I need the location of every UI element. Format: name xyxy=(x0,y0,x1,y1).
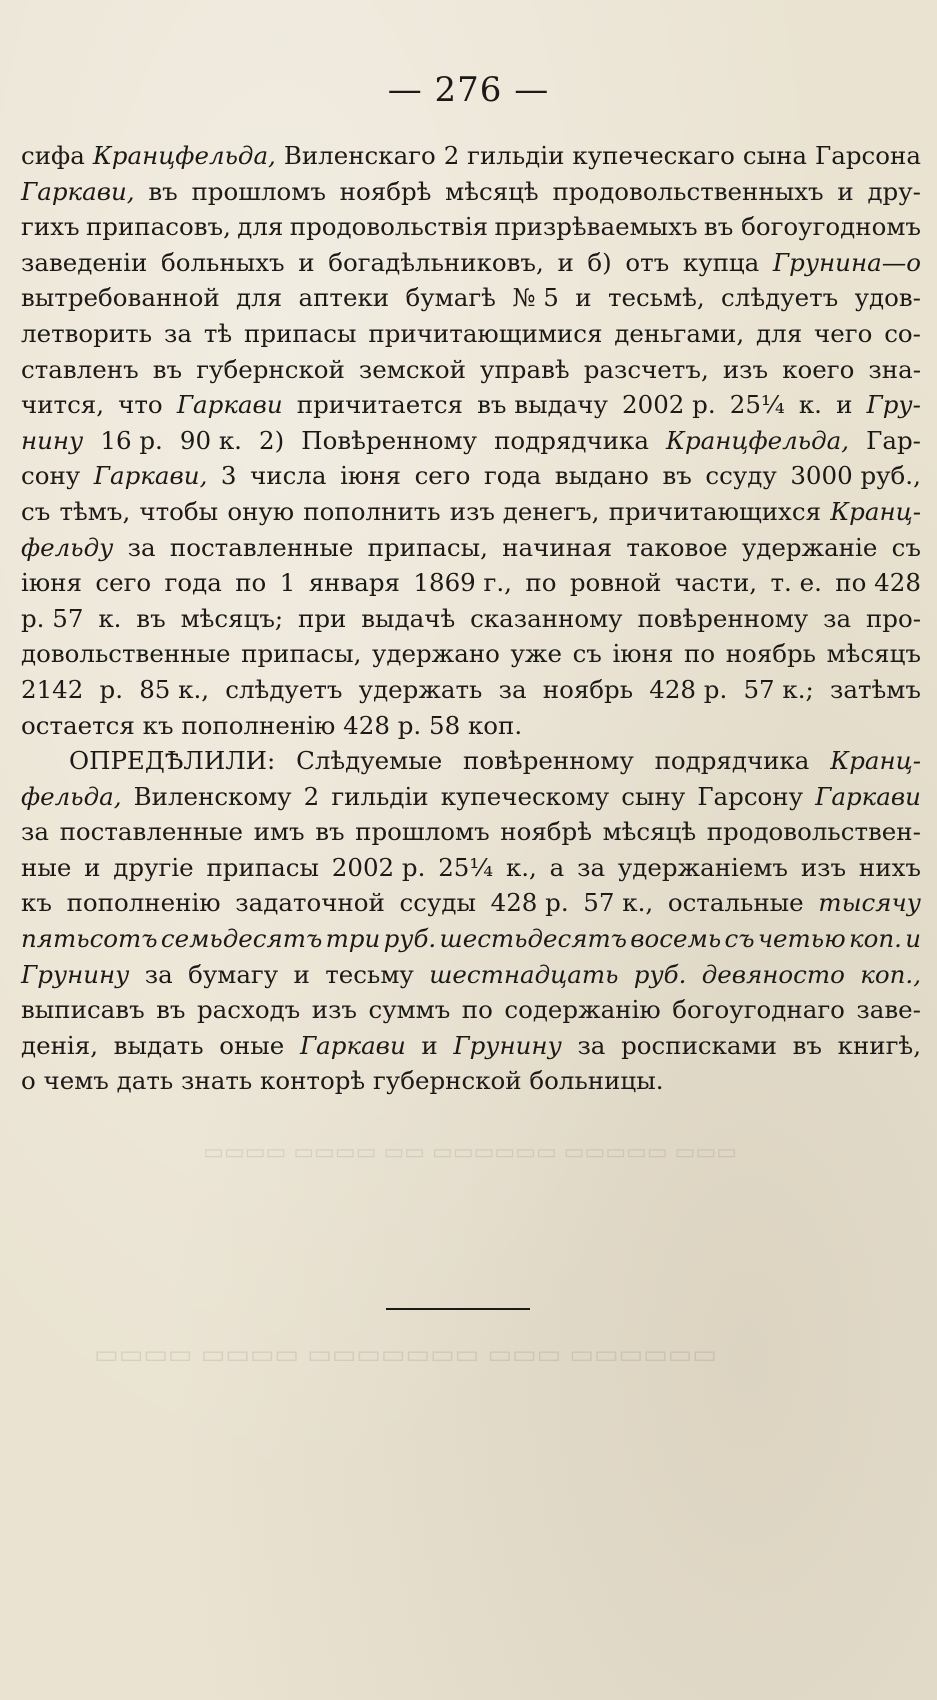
text-word: суммъ xyxy=(368,995,451,1025)
text-word: Гаркави xyxy=(299,1030,406,1060)
text-word: про- xyxy=(865,603,921,633)
text-word: Грунину xyxy=(21,959,130,989)
text-word: изъ xyxy=(311,995,358,1025)
text-word: довольственные xyxy=(21,639,231,669)
text-word: за xyxy=(498,674,527,704)
text-word: Слѣдуемые xyxy=(296,746,443,776)
text-word: а xyxy=(549,852,565,882)
text-word: по xyxy=(235,568,267,598)
text-word: Кранц- xyxy=(830,496,921,526)
text-line xyxy=(21,885,921,921)
text-word: сону xyxy=(21,461,81,491)
text-word: части, xyxy=(674,568,758,598)
text-word: ные xyxy=(21,852,72,882)
text-word: 2002 р. xyxy=(331,852,426,882)
text-word: 3 xyxy=(220,461,237,491)
text-word: въ xyxy=(136,603,166,633)
text-word: и xyxy=(84,852,101,882)
text-word: семьдесятъ xyxy=(160,924,323,954)
text-word: 2 гильдіи xyxy=(443,141,565,170)
text-word: росписками xyxy=(621,1030,777,1060)
text-word: расходъ xyxy=(197,995,301,1025)
text-word: въ xyxy=(662,461,692,491)
text-word: прошломъ xyxy=(355,817,490,847)
text-word: денія, xyxy=(21,1030,98,1060)
text-word: изъ денегъ, xyxy=(449,496,600,526)
text-word: припасовъ, xyxy=(85,212,231,242)
text-word: въ xyxy=(315,817,345,847)
text-word: и xyxy=(905,924,921,954)
text-word: чтобы xyxy=(139,496,219,526)
text-word: ОПРЕДѢЛИЛИ: xyxy=(69,746,276,776)
text-word: съ xyxy=(21,496,51,526)
text-word: за xyxy=(577,1030,606,1060)
text-word: за xyxy=(577,852,606,882)
text-word: мѣсяцѣ xyxy=(445,176,539,206)
text-word: сего xyxy=(414,461,471,491)
text-word: съ xyxy=(891,532,921,562)
text-word: восемь xyxy=(630,924,722,954)
text-word: Гарсона xyxy=(815,141,921,170)
text-word: сказанному xyxy=(470,603,623,633)
text-word: припасы xyxy=(244,318,357,348)
text-word: 25¼ xyxy=(729,390,785,420)
text-word: продовольственныхъ xyxy=(552,176,824,206)
document-body xyxy=(21,138,921,1099)
text-word: 428 р. xyxy=(649,674,728,704)
text-word: мѣсяцъ xyxy=(826,639,921,669)
text-word: повѣренному xyxy=(463,746,634,776)
text-word: тысячу xyxy=(818,888,921,918)
text-word: причитающихся xyxy=(608,496,822,526)
text-word: руб. xyxy=(383,924,437,954)
text-word: девяносто xyxy=(701,959,845,989)
text-word: пятьсотъ xyxy=(21,924,158,954)
text-word: по 428 xyxy=(835,568,921,598)
text-word: удержано xyxy=(372,639,500,669)
text-word: причитающимися xyxy=(368,318,603,348)
text-word: призрѣваемыхъ xyxy=(494,212,698,242)
text-word: и xyxy=(836,390,853,420)
text-word: коп. xyxy=(848,924,902,954)
text-word: и xyxy=(421,1030,438,1060)
text-word: пополнить xyxy=(303,496,441,526)
text-word: слѣдуетъ xyxy=(225,674,343,704)
text-word: выдано xyxy=(554,461,649,491)
text-word: за xyxy=(144,959,173,989)
text-word: 16 р. xyxy=(100,425,163,455)
text-word: богадѣльниковъ, xyxy=(328,247,544,277)
text-word: причитается xyxy=(296,390,463,420)
text-word: разсчетъ, xyxy=(583,354,709,384)
text-word: к., xyxy=(505,852,537,882)
text-line xyxy=(21,458,921,494)
text-line xyxy=(21,280,921,316)
text-word: дру- xyxy=(867,176,921,206)
text-word: выдать xyxy=(113,1030,204,1060)
text-word: шестнадцать xyxy=(429,959,619,989)
text-word: заведеніи xyxy=(21,247,148,277)
show-through-decoration-2: ▭▭▭▭▭▭ ▭▭▭ ▭▭▭▭▭▭▭ ▭▭▭▭ ▭▭▭▭ xyxy=(94,1340,717,1370)
text-word: съ xyxy=(724,924,755,954)
text-word: ноябрь xyxy=(542,674,634,704)
text-line xyxy=(21,1028,921,1064)
text-word: выписавъ xyxy=(21,995,145,1025)
text-word: 2142 xyxy=(21,674,84,704)
text-word: іюня xyxy=(340,461,402,491)
text-word: въ богоугодномъ xyxy=(703,212,921,242)
text-word: припасы, xyxy=(367,532,488,562)
text-line xyxy=(21,494,921,530)
text-word: 85 к., xyxy=(139,674,210,704)
text-line xyxy=(21,850,921,886)
text-word: года xyxy=(483,461,542,491)
text-word: сына xyxy=(742,141,808,170)
text-word: затѣмъ xyxy=(829,674,921,704)
text-word: при xyxy=(298,603,347,633)
text-word: съ xyxy=(572,639,602,669)
text-word: для xyxy=(237,212,284,242)
text-line xyxy=(21,423,921,459)
text-word: Кранцфельда, xyxy=(666,425,850,455)
text-word: чего xyxy=(814,318,873,348)
text-word: другіе xyxy=(113,852,194,882)
text-word: продовольствія xyxy=(289,212,489,242)
text-word: р. 57 xyxy=(21,603,84,633)
text-word: тесьмѣ, xyxy=(607,283,705,313)
text-word: въ xyxy=(148,176,178,206)
text-word: начиная xyxy=(502,532,613,562)
text-word: поставленные xyxy=(169,532,354,562)
text-word: остальные xyxy=(667,888,804,918)
text-word: 3000 руб., xyxy=(790,461,921,491)
text-line xyxy=(21,316,921,352)
text-word: задаточной xyxy=(235,888,385,918)
text-word: Гру- xyxy=(866,390,921,420)
show-through-decoration: ▭▭▭ ▭▭▭▭▭ ▭▭▭▭▭▭ ▭▭ ▭▭▭▭ ▭▭▭▭ xyxy=(203,1140,737,1165)
text-line xyxy=(21,992,921,1028)
text-word: таковое xyxy=(626,532,728,562)
text-word: остается къ пополненію 428 р. 58 коп. xyxy=(21,710,523,740)
text-word: ноябрь xyxy=(725,639,817,669)
text-word: года xyxy=(164,568,222,598)
text-word: 2) xyxy=(259,425,285,455)
text-word: пополненію xyxy=(66,888,221,918)
text-word: Виленскому xyxy=(133,781,292,811)
text-word: Гар- xyxy=(866,425,921,455)
text-word: іюня xyxy=(612,639,674,669)
text-word: о чемъ дать знать конторѣ губернской больницы. xyxy=(21,1066,664,1096)
text-word: ровной xyxy=(569,568,662,598)
text-word: со- xyxy=(884,318,921,348)
text-word: нихъ xyxy=(858,852,921,882)
section-divider xyxy=(386,1308,530,1310)
text-word: Грунина—о xyxy=(772,247,921,277)
text-word: Повѣренному xyxy=(301,425,478,455)
text-word: за xyxy=(823,603,852,633)
text-word: припасы, xyxy=(241,639,362,669)
text-line xyxy=(21,601,921,637)
text-word: шестьдесятъ xyxy=(439,924,628,954)
text-word: удов- xyxy=(854,283,921,313)
text-word: сыну xyxy=(621,781,686,811)
text-word: въ xyxy=(152,354,183,384)
text-word: поставленные xyxy=(59,817,244,847)
text-word: въ xyxy=(156,995,186,1025)
text-line xyxy=(21,636,921,672)
text-word: вытребованной xyxy=(21,283,220,313)
text-line xyxy=(21,779,921,815)
text-word: руб. xyxy=(633,959,687,989)
text-word: припасы xyxy=(206,852,319,882)
text-word: тѣмъ, xyxy=(59,496,131,526)
text-word: іюня xyxy=(21,568,82,598)
text-word: зна- xyxy=(868,354,921,384)
text-word: нину xyxy=(21,425,84,455)
text-word: удержаніемъ xyxy=(617,852,789,882)
text-word: января xyxy=(308,568,401,598)
text-line xyxy=(21,1063,921,1099)
text-word: к. xyxy=(798,390,822,420)
text-word: продовольствен- xyxy=(706,817,921,847)
text-word: содержанію xyxy=(504,995,661,1025)
text-word: мѣсяцѣ xyxy=(602,817,697,847)
text-line xyxy=(21,708,921,744)
text-word: Гаркави, xyxy=(93,461,208,491)
text-word: коп., xyxy=(860,959,921,989)
text-word: ссуду xyxy=(705,461,777,491)
text-word: коего xyxy=(782,354,855,384)
text-word: летворить xyxy=(21,318,153,348)
text-word: что xyxy=(118,390,163,420)
text-word: 57 к., xyxy=(583,888,654,918)
text-word: 57 к.; xyxy=(743,674,814,704)
text-word: подрядчика xyxy=(494,425,649,455)
text-word: по xyxy=(461,995,493,1025)
text-word: к. xyxy=(98,603,122,633)
text-word: имъ xyxy=(253,817,305,847)
text-word: три xyxy=(325,924,381,954)
text-word: и xyxy=(837,176,854,206)
text-word: по xyxy=(684,639,716,669)
text-line xyxy=(21,174,921,210)
text-word: 2 xyxy=(303,781,320,811)
text-word: повѣренному xyxy=(637,603,809,633)
text-line xyxy=(21,245,921,281)
text-word: богоугоднаго xyxy=(672,995,845,1025)
text-word: 1 xyxy=(279,568,296,598)
text-word: удержать xyxy=(358,674,483,704)
text-word: Гаркави xyxy=(815,781,921,811)
text-word: ссуды xyxy=(399,888,476,918)
text-word: гихъ xyxy=(21,212,80,242)
text-word: чится, xyxy=(21,390,105,420)
text-line xyxy=(21,209,921,245)
text-word: 90 к. xyxy=(179,425,242,455)
text-word: Гаркави xyxy=(176,390,283,420)
text-word: Виленскаго xyxy=(283,141,436,170)
text-word: тесьму xyxy=(325,959,414,989)
text-word: больныхъ xyxy=(160,247,285,277)
text-word: уже xyxy=(510,639,562,669)
text-line xyxy=(21,672,921,708)
text-word: т. е. xyxy=(770,568,822,598)
text-word: Кранц- xyxy=(830,746,921,776)
text-word: числа xyxy=(250,461,327,491)
text-word: Гарсону xyxy=(697,781,804,811)
text-word: оную xyxy=(227,496,295,526)
text-word: удержаніе xyxy=(741,532,878,562)
text-word: губернской xyxy=(196,354,345,384)
text-word: р. xyxy=(99,674,124,704)
text-line xyxy=(21,814,921,850)
text-word: и xyxy=(298,247,315,277)
text-word: сифа xyxy=(21,141,85,170)
text-word: и xyxy=(557,247,574,277)
text-word: купеческаго xyxy=(572,141,735,170)
text-word: б) xyxy=(587,247,612,277)
text-word: въ xyxy=(792,1030,822,1060)
text-word: 2002 р. xyxy=(622,390,716,420)
text-word: Грунину xyxy=(453,1030,562,1060)
text-word: для xyxy=(756,318,803,348)
text-word: деньгами, xyxy=(614,318,745,348)
text-word: за xyxy=(21,817,49,847)
text-line xyxy=(21,530,921,566)
text-word: книгѣ, xyxy=(837,1030,921,1060)
text-word: земской xyxy=(358,354,466,384)
text-word: слѣдуетъ xyxy=(721,283,839,313)
text-word: ноябрѣ xyxy=(500,817,592,847)
text-word: заве- xyxy=(856,995,921,1025)
text-word: купца xyxy=(682,247,760,277)
text-word: Гаркави, xyxy=(21,176,135,206)
text-word: 1869 г., xyxy=(413,568,512,598)
text-word: за xyxy=(163,318,192,348)
text-word: 428 р. xyxy=(490,888,569,918)
text-word: по xyxy=(525,568,557,598)
text-word: бумагѣ xyxy=(405,283,496,313)
text-word: мѣсяцъ; xyxy=(180,603,284,633)
text-word: фельда, xyxy=(21,781,122,811)
text-word: четью xyxy=(757,924,846,954)
text-word: къ xyxy=(21,888,52,918)
text-word: сего xyxy=(95,568,152,598)
text-word: въ выдачу xyxy=(477,390,608,420)
text-word: аптеки xyxy=(298,283,390,313)
text-word: и xyxy=(575,283,592,313)
text-word: отъ xyxy=(625,247,670,277)
text-line xyxy=(21,743,921,779)
text-word: ноябрѣ xyxy=(339,176,432,206)
text-line xyxy=(21,957,921,993)
text-word: фельду xyxy=(21,532,114,562)
text-word: управѣ xyxy=(480,354,570,384)
text-line xyxy=(21,921,921,957)
text-word: за xyxy=(127,532,156,562)
text-word: прошломъ xyxy=(191,176,326,206)
text-word: купеческому xyxy=(440,781,610,811)
text-word: гильдіи xyxy=(331,781,429,811)
text-word: оные xyxy=(219,1030,285,1060)
text-word: № 5 xyxy=(512,283,559,313)
text-word: изъ xyxy=(800,852,847,882)
page-number: — 276 — xyxy=(387,70,550,110)
text-word: и xyxy=(293,959,310,989)
text-line xyxy=(21,352,921,388)
text-word: ставленъ xyxy=(21,354,139,384)
text-word: 25¼ xyxy=(438,852,494,882)
text-line xyxy=(21,387,921,423)
text-word: тѣ xyxy=(203,318,233,348)
text-word: Кранцфельда, xyxy=(92,141,276,170)
text-word: подрядчика xyxy=(654,746,810,776)
text-word: выдачѣ xyxy=(361,603,456,633)
text-line xyxy=(21,565,921,601)
text-word: для xyxy=(236,283,283,313)
text-word: изъ xyxy=(722,354,769,384)
text-line xyxy=(21,138,921,174)
text-word: бумагу xyxy=(188,959,279,989)
